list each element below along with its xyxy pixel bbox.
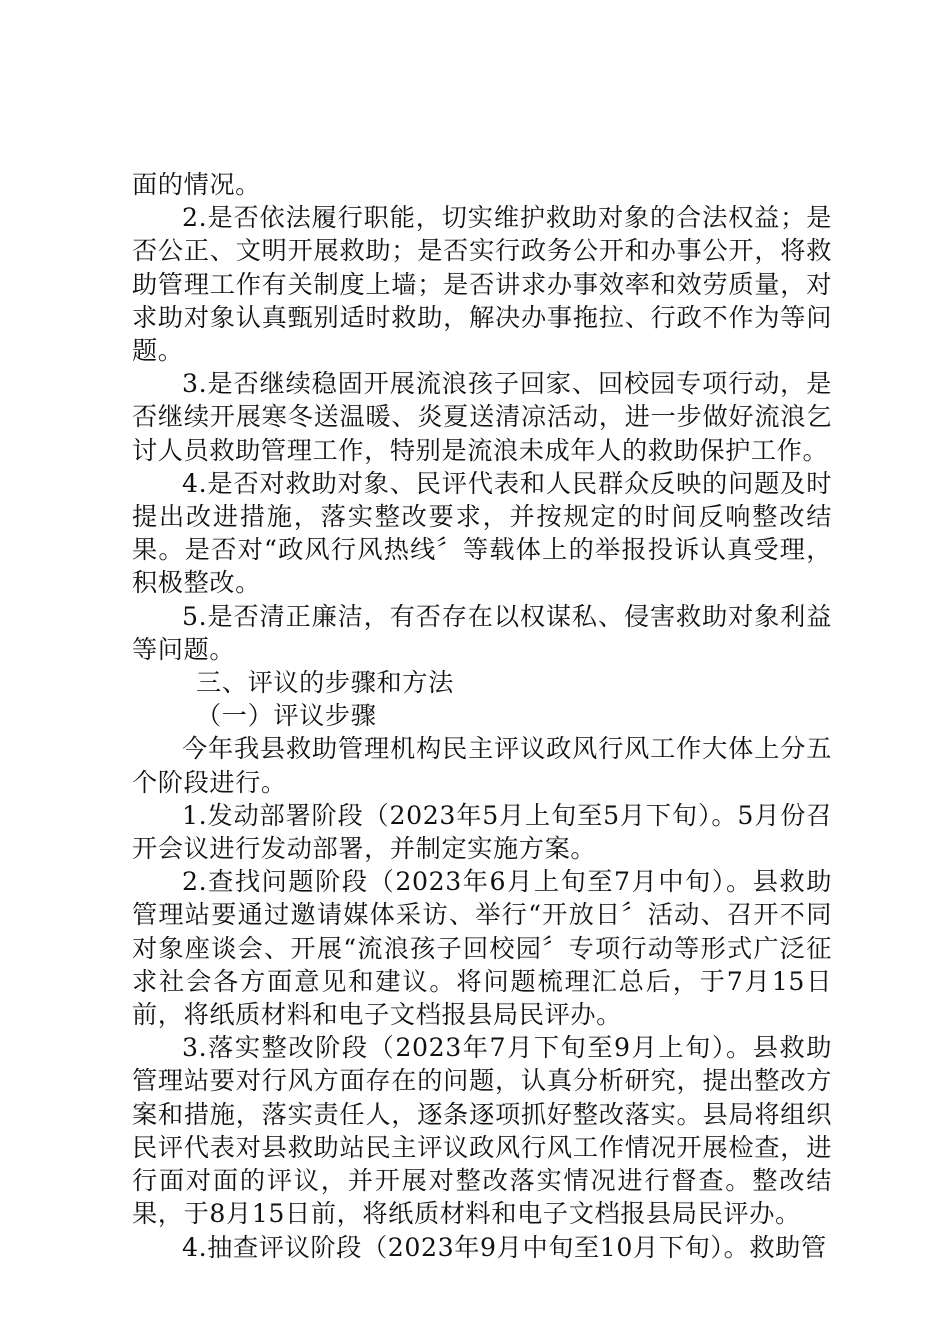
paragraph-item-5: 5.是否清正廉洁，有否存在以权谋私、侵害救助对象利益等问题。 — [132, 601, 832, 664]
document-body — [132, 168, 832, 1264]
subsection-heading-steps: （一）评议步骤 — [196, 701, 377, 731]
paragraph-phase-4: 4.抽查评议阶段（2023年9月中旬至10月下旬）。救助管 — [182, 1232, 827, 1262]
paragraph-item-4: 4.是否对救助对象、民评代表和人民群众反映的问题及时提出改进措施，落实整改要求，并按规定的时间反响整改结果。是否对“政风行风热线〞等载体上的举报投诉认真受理，积极整改。 — [132, 468, 832, 598]
paragraph-overview: 今年我县救助管理机构民主评议政风行风工作大体上分五个阶段进行。 — [132, 734, 832, 797]
paragraph-continuation: 面的情况。 — [132, 170, 261, 199]
section-heading-steps-methods: 三、评议的步骤和方法 — [196, 668, 454, 698]
paragraph-phase-1: 1.发动部署阶段（2023年5月上旬至5月下旬）。5月份召开会议进行发动部署，并制定实施方案。 — [132, 800, 832, 864]
paragraph-item-3: 3.是否继续稳固开展流浪孩子回家、回校园专项行动，是否继续开展寒冬送温暖、炎夏送清凉活动，进一步做好流浪乞讨人员救助管理工作，特别是流浪未成年人的救助保护工作。 — [132, 369, 832, 465]
paragraph-phase-3: 3.落实整改阶段（2023年7月下旬至9月上旬）。县救助管理站要对行风方面存在的问题，认真分析研究，提出整改方案和措施，落实责任人，逐条逐项抓好整改落实。县局将组织民评代表对县救助站民主评议政风行风工作情况开展检查，进行面对面的评议，并开展对整改落实情况进行督查。整改结果，于8月15日前，将纸质材料和电子文档报县局民评办。 — [132, 1033, 832, 1229]
paragraph-phase-2: 2.查找问题阶段（2023年6月上旬至7月中旬）。县救助管理站要通过邀请媒体采访、举行“开放日〞活动、召开不同对象座谈会、开展“流浪孩子回校园〞专项行动等形式广泛征求社会各方面意见和建议。将问题梳理汇总后，于7月15日前，将纸质材料和电子文档报县局民评办。 — [132, 867, 832, 1030]
paragraph-item-2: 2.是否依法履行职能，切实维护救助对象的合法权益；是否公正、文明开展救助；是否实行政务公开和办事公开，将救助管理工作有关制度上墙；是否讲求办事效率和效劳质量，对求助对象认真甄别适时救助，解决办事拖拉、行政不作为等问题。 — [132, 203, 832, 366]
